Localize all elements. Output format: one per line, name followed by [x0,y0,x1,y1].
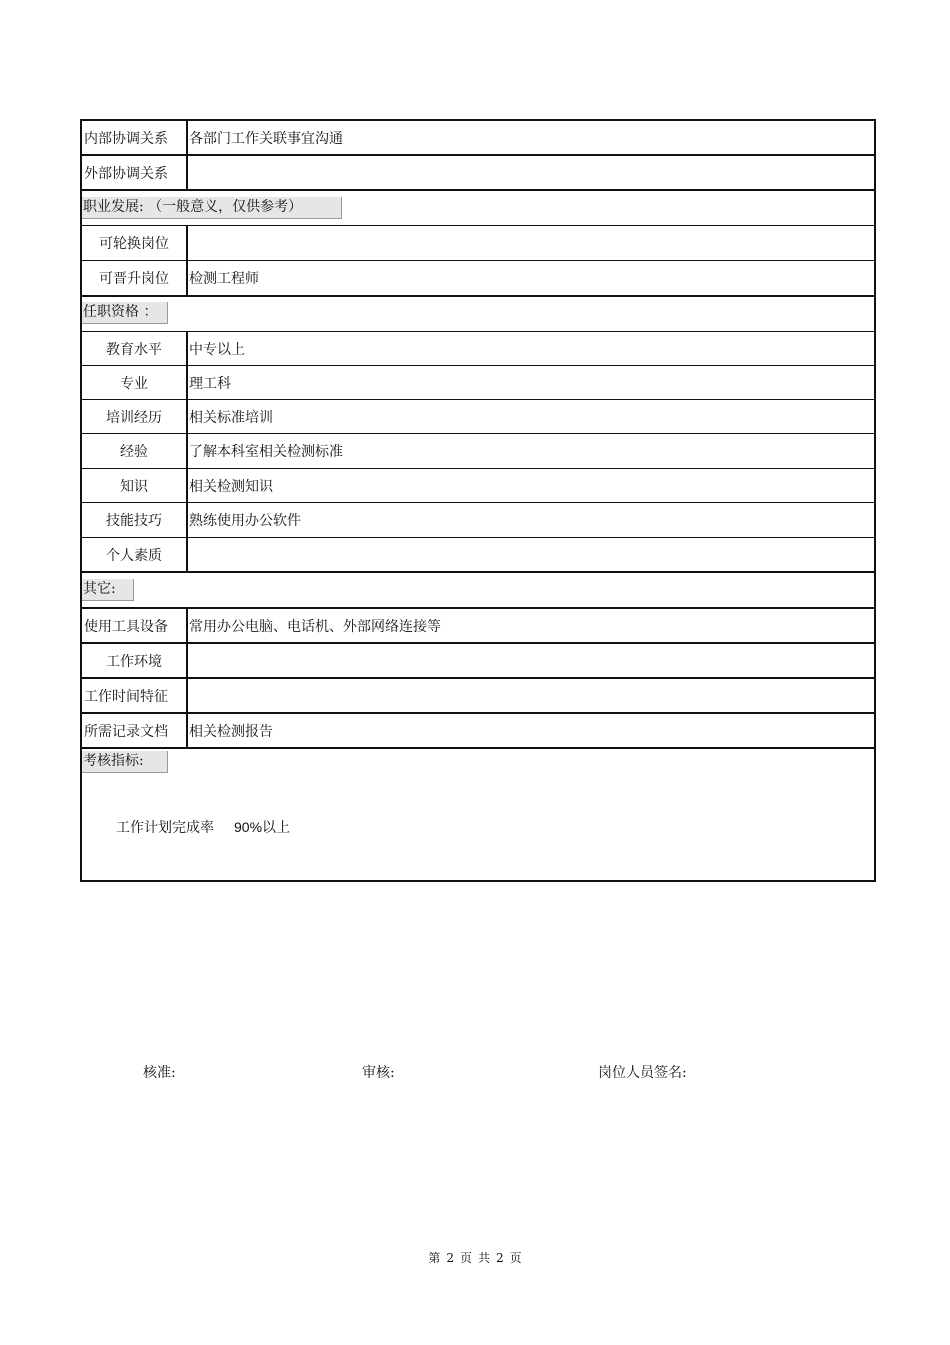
value-internal-coordination: 各部门工作关联事宜沟通 [189,130,343,147]
label-internal-coordination: 内部协调关系 [82,121,188,154]
section-other [82,573,874,609]
footer-ye: 页 [459,1251,472,1265]
value-rotation [188,226,874,260]
value-skills: 熟练使用办公软件 [189,513,301,529]
value-personal-quality [188,538,874,571]
section-kpi [82,749,874,880]
kpi-line [116,817,290,837]
row-skills [82,503,874,538]
qualifications-header: 任职资格 ： [82,302,168,324]
label-environment: 工作环境 [82,644,188,677]
label-education: 教育水平 [82,332,188,365]
review-label: 审核: [362,1065,395,1081]
approve-label: 核准: [143,1065,176,1081]
label-tools: 使用工具设备 [82,609,188,642]
label-major: 专业 [82,366,188,399]
footer-ye2: 页 [509,1251,522,1265]
employee-signature-label: 岗位人员签名: [598,1065,687,1081]
total-pages: 2 [496,1251,504,1265]
footer-di: 第 [428,1251,441,1265]
row-external-coordination [82,156,874,191]
career-development-header: 职业发展: （一般意义，仅供参考） [82,197,342,219]
label-work-time: 工作时间特征 [82,679,188,712]
row-tools [82,609,874,644]
label-personal-quality: 个人素质 [82,538,188,571]
row-education [82,332,874,366]
row-work-time [82,679,874,714]
value-external-coordination [188,156,874,189]
kpi-value: 90%以上 [234,819,291,835]
job-description-table [80,119,876,882]
row-environment [82,644,874,679]
label-training: 培训经历 [82,400,188,433]
other-header: 其它: [82,579,134,601]
row-rotation [82,226,874,261]
value-knowledge: 相关检测知识 [189,478,273,495]
value-experience: 了解本科室相关检测标准 [189,444,343,460]
label-external-coordination: 外部协调关系 [82,156,188,189]
row-major [82,366,874,400]
page-number: 2 [446,1251,454,1265]
footer-gong: 共 [478,1251,491,1265]
label-experience: 经验 [82,434,188,468]
row-promotion [82,261,874,297]
kpi-header: 考核指标: [82,751,168,773]
value-work-time [188,679,874,712]
row-personal-quality [82,538,874,573]
row-experience [82,434,874,469]
section-career-development [82,191,874,226]
label-records: 所需记录文档 [82,714,188,747]
row-records [82,714,874,749]
value-education: 中专以上 [189,341,245,358]
label-rotation: 可轮换岗位 [82,226,188,260]
label-promotion: 可晋升岗位 [82,261,188,295]
value-promotion: 检测工程师 [189,271,259,287]
value-training: 相关标准培训 [189,409,273,426]
value-records: 相关检测报告 [189,723,273,740]
row-knowledge [82,469,874,503]
kpi-item: 工作计划完成率 [116,820,214,836]
section-qualifications [82,297,874,332]
value-major: 理工科 [189,375,231,392]
row-training [82,400,874,434]
value-environment [188,644,874,677]
page-footer [0,1249,950,1266]
row-internal-coordination [82,121,874,156]
label-knowledge: 知识 [82,469,188,502]
label-skills: 技能技巧 [82,503,188,537]
value-tools: 常用办公电脑、电话机、外部网络连接等 [189,618,441,635]
